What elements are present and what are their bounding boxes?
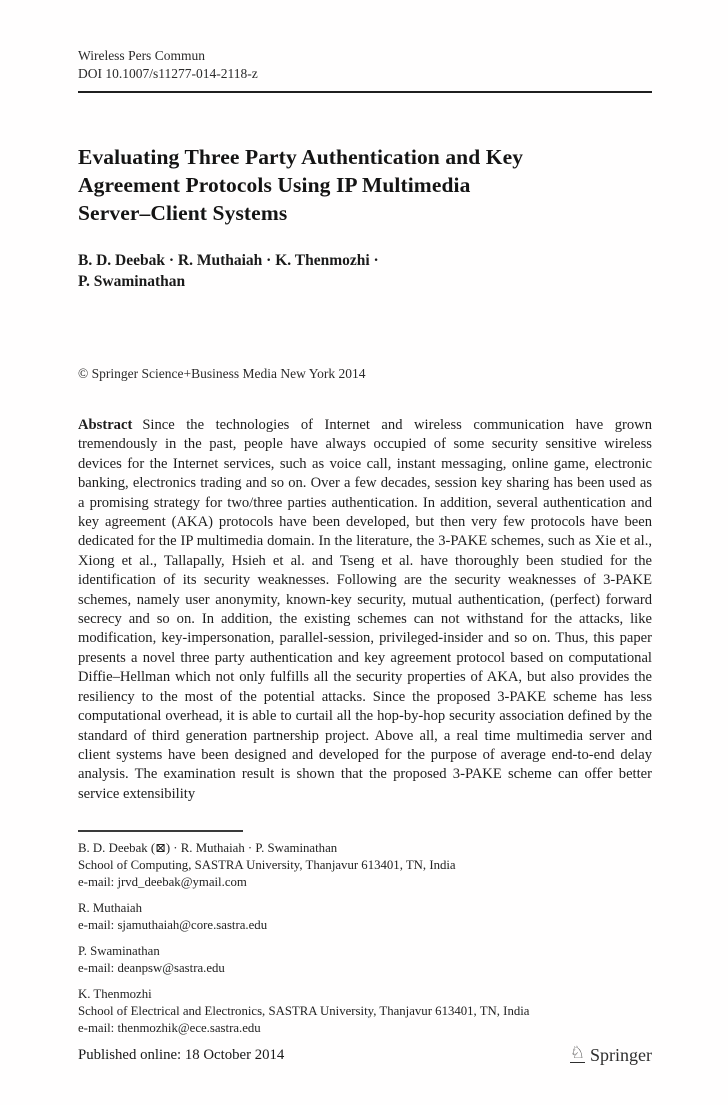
footnote-author: P. Swaminathan [78, 944, 160, 958]
footer-row [78, 1043, 652, 1065]
footnote-group-thenmozhi [78, 986, 652, 1037]
springer-logo [569, 1043, 652, 1065]
header-rule [78, 91, 652, 93]
footnote-group-deebak [78, 840, 652, 891]
footnote-author: B. D. Deebak (⊠) · R. Muthaiah · P. Swaminathan [78, 841, 338, 855]
footnotes [78, 840, 652, 1046]
footnote-rule [78, 830, 243, 832]
copyright-notice: © Springer Science+Business Media New York 2014 [78, 366, 366, 381]
journal-name: Wireless Pers Commun [78, 48, 205, 63]
paper-title-line-3: Server–Client Systems [78, 201, 288, 225]
footnote-affiliation: School of Computing, SASTRA University, Thanjavur 613401, TN, India [78, 858, 456, 872]
journal-header [78, 47, 258, 83]
footnote-email: e-mail: thenmozhik@ece.sastra.edu [78, 1021, 261, 1035]
springer-wordmark: Springer [590, 1045, 652, 1065]
footnote-email: e-mail: jrvd_deebak@ymail.com [78, 875, 247, 889]
doi: DOI 10.1007/s11277-014-2118-z [78, 66, 258, 81]
abstract-label: Abstract [78, 417, 133, 433]
footnote-group-swaminathan [78, 943, 652, 977]
paper-title-line-2: Agreement Protocols Using IP Multimedia [78, 173, 471, 197]
footnote-email: e-mail: deanpsw@sastra.edu [78, 961, 225, 975]
footnote-group-muthaiah [78, 900, 652, 934]
paper-title-line-1: Evaluating Three Party Authentication and Key [78, 145, 524, 169]
footnote-email: e-mail: sjamuthaiah@core.sastra.edu [78, 918, 268, 932]
abstract [78, 416, 652, 804]
springer-knight-icon: ♘ [569, 1043, 585, 1063]
abstract-text: Since the technologies of Internet and wireless communication have grown tremendously in the past, people have always occupied of some security sensitive wireless devices for the Internet services, such as voice call, instant messaging, online game, electronic banking, electronics trading and so on. Over a few decades, session key sharing has been used as a promising strategy for two/three parties authentication. In addition, several authentication and key agreement (AKA) protocols have been developed, but then very few protocols have been dedicated for the IP multimedia domain. In the literature, the 3-PAKE schemes, such as Xie et al., Xiong et al., Tallapally, Hsieh et al. and Tseng et al. have thoroughly been studied for the identification of its security weaknesses. Following are the security weaknesses of 3-PAKE schemes, namely user anonymity, known-key security, mutual authentication, (perfect) forward secrecy and so on. In addition, the existing schemes can not withstand for the attacks, like modification, key-impersonation, parallel-session, privileged-insider and so on. Thus, this paper presents a novel three party authentication and key agreement protocol based on computational Diffie–Hellman which not only fulfills all the security properties of AKA, but also provides the resiliency to the most of the potential attacks. Since the proposed 3-PAKE scheme has less computational overhead, it is able to curtail all the hop-by-hop security association defined by the standard of third generation partnership project. Above all, a real time multimedia server and client systems have been designed and developed for the purpose of average end-to-end delay analysis. The examination result is shown that the proposed 3-PAKE scheme can offer better service extensibility [78, 417, 652, 802]
published-online: Published online: 18 October 2014 [78, 1047, 285, 1063]
authors-line-1: B. D. Deebak · R. Muthaiah · K. Thenmozhi · [78, 252, 379, 269]
authors [78, 250, 379, 292]
footnote-author: R. Muthaiah [78, 901, 142, 915]
authors-line-2: P. Swaminathan [78, 273, 186, 290]
footnote-author: K. Thenmozhi [78, 987, 152, 1001]
footnote-affiliation: School of Electrical and Electronics, SASTRA University, Thanjavur 613401, TN, India [78, 1004, 530, 1018]
paper-title [78, 143, 638, 227]
